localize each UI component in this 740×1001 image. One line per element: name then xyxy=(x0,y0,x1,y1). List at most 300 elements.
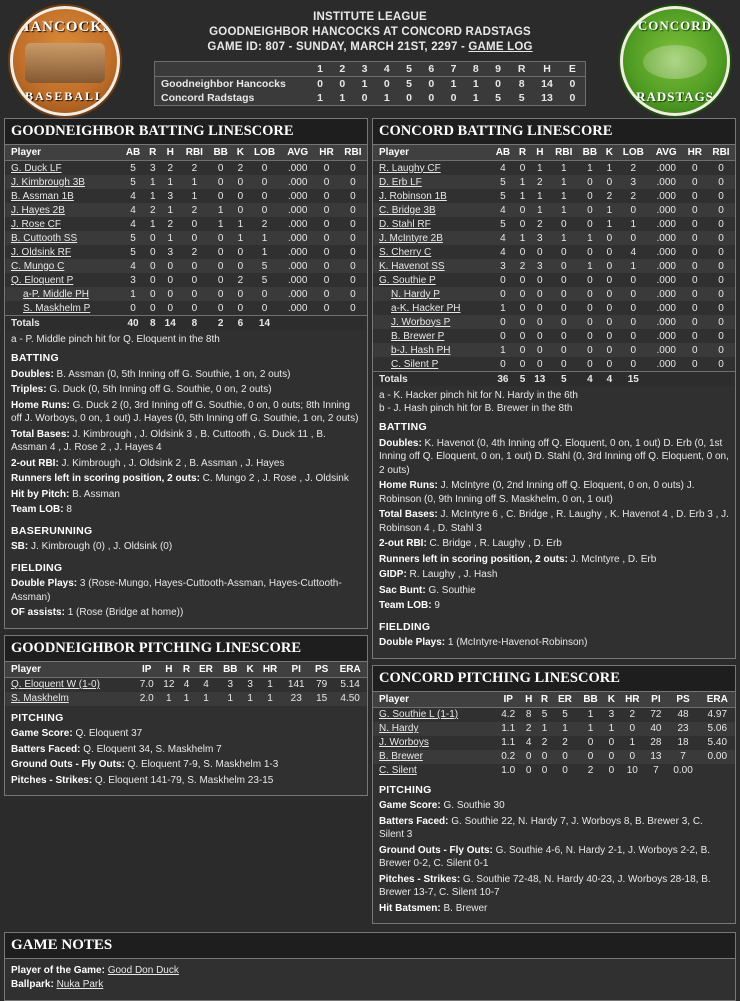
stat-cell: 1 xyxy=(217,218,224,230)
column-header: LOB xyxy=(248,145,281,161)
stat-cell: 1 xyxy=(208,203,232,217)
stat-cell: 0 xyxy=(323,162,330,174)
stat-cell: 0 xyxy=(707,315,735,329)
home-pitching-body xyxy=(373,692,735,924)
away-inning-1: 0 xyxy=(317,78,323,90)
stat-cell: 2 xyxy=(145,203,160,217)
game-notes-body xyxy=(5,959,735,1000)
column-header: RBI xyxy=(707,145,735,161)
stat-cell: 0 xyxy=(350,162,356,174)
errors-header: E xyxy=(560,62,585,77)
player-cell[interactable] xyxy=(5,259,121,273)
stat-cell: 1 xyxy=(630,218,637,230)
totals-cell: 8 xyxy=(180,316,208,331)
linescore-team-header xyxy=(155,62,309,77)
player-cell[interactable] xyxy=(373,231,491,245)
player-link[interactable]: N. Hardy xyxy=(379,723,419,734)
stat-cell: 0 xyxy=(541,765,548,776)
player-link[interactable]: B. Brewer xyxy=(379,751,423,762)
section-line-label: Game Score: xyxy=(11,728,73,739)
section-line-label: Team LOB: xyxy=(11,504,64,515)
stat-cell: 0 xyxy=(350,218,356,230)
player-link[interactable]: b-J. Hash PH xyxy=(391,344,451,356)
stat-cell: 0 xyxy=(149,246,156,258)
stat-cell: 0 xyxy=(160,287,180,301)
player-cell[interactable] xyxy=(373,315,491,329)
section-line-label: Runners left in scoring position, 2 outs: xyxy=(11,473,200,484)
player-cell[interactable] xyxy=(5,273,121,287)
player-link[interactable]: C. Silent P xyxy=(391,358,439,370)
section-line-label: Doubles: xyxy=(11,368,54,380)
table-row xyxy=(5,189,367,203)
player-link[interactable]: G. Southie L (1-1) xyxy=(379,709,459,720)
inning-header-3: 3 xyxy=(353,62,375,77)
stat-cell: 1 xyxy=(515,175,530,189)
player-link[interactable]: J. Hayes 2B xyxy=(11,204,65,216)
stat-cell: 2 xyxy=(167,218,174,230)
stat-cell: 0 xyxy=(323,274,330,286)
stat-cell: .000 xyxy=(650,259,683,273)
stat-cell: 0 xyxy=(560,274,567,286)
stat-cell: 2 xyxy=(167,162,174,174)
footnote: a - K. Hacker pinch hit for N. Hardy in the 6th xyxy=(379,390,578,401)
table-row xyxy=(5,231,367,245)
totals-cell: 15 xyxy=(617,372,650,387)
stat-cell: 0 xyxy=(587,246,593,258)
player-cell[interactable] xyxy=(373,750,496,764)
stat-cell: 1 xyxy=(550,203,578,217)
stat-cell: 0 xyxy=(208,259,232,273)
stat-cell: 1 xyxy=(491,343,515,357)
stat-cell: 2 xyxy=(521,722,537,736)
section-line: Ground Outs - Fly Outs: Q. Eloquent 7-9, S. Maskhelm 1-3 xyxy=(11,759,279,770)
player-cell[interactable] xyxy=(373,175,491,189)
stat-cell: 10 xyxy=(626,765,638,776)
stat-cell: 0 xyxy=(248,203,281,217)
column-header: H xyxy=(530,145,550,161)
stat-cell: 0 xyxy=(145,231,160,245)
table-row xyxy=(373,301,735,315)
section-line-label: Hit Batsmen: xyxy=(379,902,441,914)
column-header: R xyxy=(515,145,530,161)
stat-cell: 2 xyxy=(530,175,550,189)
home-pitching-title: CONCORD PITCHING LINESCORE xyxy=(373,666,735,692)
stat-cell: 48 xyxy=(677,709,689,720)
stat-cell: .000 xyxy=(281,287,314,301)
player-cell[interactable] xyxy=(373,301,491,315)
player-link[interactable]: C. Bridge 3B xyxy=(379,204,436,216)
player-cell[interactable] xyxy=(373,287,491,301)
home-inning-7: 0 xyxy=(450,92,457,104)
player-cell[interactable] xyxy=(373,736,496,750)
player-cell[interactable] xyxy=(5,677,135,692)
player-cell[interactable] xyxy=(5,287,121,301)
away-team-logo xyxy=(10,6,120,116)
stat-cell: 0 xyxy=(248,175,281,189)
player-cell[interactable] xyxy=(373,343,491,357)
player-cell[interactable] xyxy=(373,273,491,287)
away-errors: 0 xyxy=(569,78,576,90)
stat-cell: 0 xyxy=(617,287,650,301)
stat-cell: 0.00 xyxy=(700,750,735,764)
section-line-label: Pitches - Strikes: xyxy=(11,774,93,786)
player-link[interactable]: G. Southie P xyxy=(379,274,436,286)
stat-cell: .000 xyxy=(281,203,314,217)
game-log-link[interactable]: GAME LOG xyxy=(468,41,533,53)
player-link[interactable]: S. Maskhelm P xyxy=(23,302,91,314)
stat-cell: 0 xyxy=(562,765,568,776)
stat-cell: 13 xyxy=(645,750,666,764)
stat-cell: 0 xyxy=(500,358,506,370)
player-cell[interactable] xyxy=(373,357,491,372)
away-inning-4: 0 xyxy=(383,78,390,90)
player-cell[interactable] xyxy=(5,161,121,176)
stat-cell: 1 xyxy=(602,203,617,217)
stat-cell: 2 xyxy=(630,190,637,202)
stat-cell: 5 xyxy=(541,709,548,720)
stat-cell: 0 xyxy=(323,302,330,314)
stat-cell: 0 xyxy=(587,330,593,342)
stat-cell: 0 xyxy=(692,274,698,286)
player-link[interactable]: J. Worboys xyxy=(379,737,429,748)
stat-cell: 0 xyxy=(602,287,617,301)
stat-cell: 1 xyxy=(578,231,602,245)
stat-cell: 1 xyxy=(261,246,268,258)
stat-cell: 0 xyxy=(208,287,232,301)
section-line: Hit Batsmen: B. Brewer xyxy=(379,902,488,914)
stat-cell: .000 xyxy=(650,287,683,301)
section-line-label: Team LOB: xyxy=(379,600,432,611)
totals-cell xyxy=(339,316,367,331)
stat-cell: 1 xyxy=(218,692,243,706)
stat-cell: 0 xyxy=(578,343,602,357)
stat-cell: 0 xyxy=(314,203,338,217)
stat-cell: 8 xyxy=(525,709,532,720)
away-batting-panel xyxy=(4,118,368,629)
stat-cell: 72 xyxy=(650,709,662,720)
stat-cell: 28 xyxy=(650,737,662,748)
stat-cell: 0 xyxy=(491,287,515,301)
table-row xyxy=(373,329,735,343)
stat-cell: 0 xyxy=(261,302,268,314)
stat-cell: 0 xyxy=(560,302,567,314)
away-batting-section xyxy=(5,346,367,517)
spacer xyxy=(373,652,735,658)
section-line: Pitches - Strikes: G. Southie 72-48, N. Hardy 40-23, J. Worboys 28-18, B. Brewer 13-7, C. Silent 10-7 xyxy=(379,873,711,898)
home-batting-section xyxy=(373,415,735,613)
player-link[interactable]: C. Mungo C xyxy=(11,260,65,272)
player-cell[interactable] xyxy=(5,189,121,203)
player-link[interactable]: D. Stahl RF xyxy=(379,218,431,230)
home-fielding-section xyxy=(373,615,735,650)
player-cell[interactable] xyxy=(373,707,496,722)
totals-cell: 6 xyxy=(233,316,248,331)
stat-cell: 0 xyxy=(692,302,698,314)
totals-cell: 14 xyxy=(160,316,180,331)
section-line: Game Score: Q. Eloquent 37 xyxy=(11,728,143,739)
stat-cell: 0 xyxy=(604,750,620,764)
table-row xyxy=(5,175,367,189)
section-line-label: Sac Bunt: xyxy=(379,584,426,596)
column-header: PI xyxy=(645,692,666,708)
stat-cell: 4 xyxy=(130,190,136,202)
stat-cell: 0 xyxy=(718,246,724,258)
inning-header-8: 8 xyxy=(465,62,487,77)
player-link[interactable]: B. Cuttooth SS xyxy=(11,232,78,244)
away-batting-title: GOODNEIGHBOR BATTING LINESCORE xyxy=(5,119,367,145)
stat-cell: 3 xyxy=(608,709,615,720)
column-header: BB xyxy=(208,145,232,161)
game-note-label: Player of the Game: xyxy=(11,965,105,976)
stat-cell: 1 xyxy=(233,231,248,245)
stat-cell: 0 xyxy=(191,302,198,314)
player-link[interactable]: a-P. Middle PH xyxy=(23,288,89,300)
player-link[interactable]: B. Assman 1B xyxy=(11,190,74,202)
column-header: HR xyxy=(619,692,645,708)
section-line: Batters Faced: Q. Eloquent 34, S. Maskhelm 7 xyxy=(11,743,222,755)
stat-cell: 0 xyxy=(237,190,244,202)
section-line: 2-out RBI: C. Bridge , R. Laughy , D. Erb xyxy=(379,538,562,549)
section-line-label: Game Score: xyxy=(379,800,441,811)
stat-cell: 5 xyxy=(121,175,145,189)
column-header: Player xyxy=(5,145,121,161)
stat-cell: 0 xyxy=(149,302,156,314)
home-batting-body xyxy=(373,145,735,658)
home-inning-8: 1 xyxy=(472,92,479,104)
hits-header: H xyxy=(534,62,559,77)
section-line: OF assists: 1 (Rose (Bridge at home)) xyxy=(11,607,184,618)
stat-cell: 1 xyxy=(604,722,620,736)
player-cell[interactable] xyxy=(373,203,491,217)
section-line: Game Score: G. Southie 30 xyxy=(379,800,505,811)
player-link[interactable]: J. Oldsink RF xyxy=(11,246,72,258)
stat-cell: 0 xyxy=(587,302,593,314)
away-inning-2: 0 xyxy=(339,78,346,90)
column-header: RBI xyxy=(180,145,208,161)
stat-cell: 0 xyxy=(707,175,735,189)
player-link[interactable]: a-K. Hacker PH xyxy=(391,302,461,314)
stat-cell: 0 xyxy=(617,203,650,217)
stat-cell: 0 xyxy=(602,343,617,357)
player-cell[interactable] xyxy=(373,189,491,203)
column-header: RBI xyxy=(339,145,367,161)
stat-cell: 23 xyxy=(282,692,310,706)
stat-cell: 0 xyxy=(537,330,543,342)
stat-cell: 0 xyxy=(261,190,268,202)
stat-cell: 141 xyxy=(287,679,305,690)
table-row xyxy=(373,203,735,217)
stat-cell: 3 xyxy=(530,231,550,245)
stat-cell: 1 xyxy=(560,162,567,174)
stat-cell: 1 xyxy=(530,203,550,217)
stat-cell: 0 xyxy=(180,231,208,245)
home-team-logo xyxy=(620,6,730,116)
player-link[interactable]: G. Duck LF xyxy=(11,162,62,174)
stat-cell: 0 xyxy=(617,231,650,245)
stat-cell: 0 xyxy=(537,274,543,286)
totals-cell: 4 xyxy=(602,372,617,387)
player-link[interactable]: S. Cherry C xyxy=(379,246,432,258)
column-header: IP xyxy=(135,662,159,678)
inning-header-2: 2 xyxy=(331,62,353,77)
player-link[interactable]: S. Maskhelm xyxy=(11,693,69,704)
stat-cell: 0 xyxy=(718,190,724,202)
stat-cell: 2 xyxy=(562,737,568,748)
stat-cell: 0 xyxy=(525,765,532,776)
stat-cell: 1 xyxy=(258,692,283,706)
stat-cell: 0 xyxy=(617,343,650,357)
stat-cell: 3 xyxy=(167,190,174,202)
stat-cell: 23 xyxy=(667,722,700,736)
player-cell[interactable] xyxy=(5,245,121,259)
stat-cell: 3 xyxy=(617,175,650,189)
section-line: Team LOB: 8 xyxy=(11,504,72,515)
stat-cell: 0 xyxy=(521,750,537,764)
player-cell[interactable] xyxy=(373,329,491,343)
player-cell[interactable] xyxy=(5,692,135,706)
player-link[interactable]: R. Laughy CF xyxy=(379,162,441,174)
player-cell[interactable] xyxy=(5,203,121,217)
stat-cell: 0 xyxy=(519,162,526,174)
away-logo-bottom-text: BASEBALL xyxy=(24,89,106,103)
column-header: H xyxy=(160,145,180,161)
column-header: K xyxy=(233,145,248,161)
player-link[interactable]: J. Rose CF xyxy=(11,218,62,230)
table-row xyxy=(373,315,735,329)
stat-cell: 0 xyxy=(314,287,338,301)
section-line: Home Runs: J. McIntyre (0, 2nd Inning off Q. Eloquent, 0 on, 0 outs) J. Robinson (0, 9th Inning off S. Maskhelm, 0 on, 1 out) xyxy=(379,480,695,505)
section-line: Home Runs: G. Duck 2 (0, 3rd Inning off G. Southie, 0 on, 0 outs; 8th Inning off J. Worboys, 0 on, 1 out) J. Hayes (0, 5th Inning off G. Southie, 1 on, 2 outs) xyxy=(11,399,359,424)
stat-cell: 0 xyxy=(519,218,526,230)
home-batting-table xyxy=(373,145,735,386)
player-cell[interactable] xyxy=(373,161,491,176)
footnote: a - P. Middle pinch hit for Q. Eloquent in the 8th xyxy=(11,334,220,345)
player-link[interactable]: J. Worboys P xyxy=(391,316,451,328)
footnote: b - J. Hash pinch hit for B. Brewer in the 8th xyxy=(379,403,573,414)
column-header: R xyxy=(537,692,553,708)
stat-cell: 0 xyxy=(718,302,724,314)
player-link[interactable]: Q. Eloquent W (1-0) xyxy=(11,679,100,690)
stat-cell: 0 xyxy=(208,175,232,189)
linescore-row-away xyxy=(155,77,585,92)
stat-cell: 1 xyxy=(550,175,578,189)
stat-cell: 0 xyxy=(237,302,244,314)
stat-cell: 1 xyxy=(629,737,636,748)
section-heading: FIELDING xyxy=(11,561,63,574)
stat-cell: 0 xyxy=(602,231,617,245)
player-cell[interactable] xyxy=(5,301,121,316)
home-runs: 5 xyxy=(518,92,525,104)
player-link[interactable]: C. Silent xyxy=(379,765,417,776)
player-cell[interactable] xyxy=(373,764,496,778)
stat-cell: 0 xyxy=(587,274,593,286)
table-row xyxy=(5,301,367,316)
player-cell[interactable] xyxy=(373,722,496,736)
away-pitching-section xyxy=(5,706,367,788)
player-cell[interactable] xyxy=(373,217,491,231)
away-batting-table xyxy=(5,145,367,330)
game-note-link[interactable]: Good Don Duck xyxy=(107,965,179,976)
table-row xyxy=(5,245,367,259)
column-header: H xyxy=(159,662,179,678)
column-header: PS xyxy=(667,692,700,708)
player-cell[interactable] xyxy=(373,245,491,259)
stat-cell: 0 xyxy=(683,203,707,217)
stat-cell: 5 xyxy=(261,274,268,286)
stat-cell: 0 xyxy=(233,175,248,189)
player-link[interactable]: D. Erb LF xyxy=(379,176,422,188)
section-heading: PITCHING xyxy=(11,711,64,724)
away-pitching-body xyxy=(5,662,367,796)
player-link[interactable]: Q. Eloquent P xyxy=(11,274,74,286)
player-link[interactable]: N. Hardy P xyxy=(391,288,440,300)
stat-cell: 0 xyxy=(718,358,724,370)
player-link[interactable]: K. Havenot SS xyxy=(379,260,445,272)
column-header: ERA xyxy=(333,662,367,678)
home-batting-panel xyxy=(372,118,736,659)
player-cell[interactable] xyxy=(5,231,121,245)
game-note-link[interactable]: Nuka Park xyxy=(56,979,104,990)
stat-cell: 3 xyxy=(149,162,156,174)
section-line-label: Doubles: xyxy=(379,437,422,449)
stat-cell: 2 xyxy=(629,709,636,720)
section-line: Total Bases: J. Kimbrough , J. Oldsink 3 , B. Cuttooth , G. Duck 11 , B. Assman 4 , J. Rose 2 , J. Hayes 4 xyxy=(11,428,326,453)
player-link[interactable]: J. McIntyre 2B xyxy=(379,232,443,244)
stat-cell: 3 xyxy=(247,679,253,690)
player-link[interactable]: J. Kimbrough 3B xyxy=(11,176,85,188)
stat-cell: .000 xyxy=(287,246,308,258)
column-header: LOB xyxy=(617,145,650,161)
stat-cell: 1 xyxy=(145,175,160,189)
column-header: AVG xyxy=(281,145,314,161)
stat-cell: 1 xyxy=(160,231,180,245)
stat-cell: 1 xyxy=(515,231,530,245)
table-row xyxy=(5,677,367,692)
linescore-team-name: Goodneighbor Hancocks xyxy=(161,78,286,90)
stat-cell: 0 xyxy=(683,259,707,273)
totals-cell: 5 xyxy=(515,372,530,387)
table-row xyxy=(373,189,735,203)
stat-cell: 0 xyxy=(683,315,707,329)
stat-cell: 7 xyxy=(667,750,700,764)
stat-cell: 0 xyxy=(145,287,160,301)
player-cell[interactable] xyxy=(373,259,491,273)
column-header: K xyxy=(602,145,617,161)
column-header: AB xyxy=(121,145,145,161)
home-pitching-panel xyxy=(372,665,736,925)
stat-cell: 2 xyxy=(630,162,637,174)
stat-cell: 0 xyxy=(550,287,578,301)
stat-cell: 0 xyxy=(350,274,356,286)
player-link[interactable]: J. Robinson 1B xyxy=(379,190,447,202)
stat-cell: 3 xyxy=(530,259,550,273)
stat-cell: .000 xyxy=(650,175,683,189)
stat-cell: 0 xyxy=(718,218,724,230)
stat-cell: 2 xyxy=(587,765,594,776)
inning-header-6: 6 xyxy=(420,62,442,77)
table-row xyxy=(373,722,735,736)
stat-cell: 1 xyxy=(519,190,526,202)
stat-cell: 1 xyxy=(243,692,258,706)
stat-cell: 1 xyxy=(160,175,180,189)
home-batting-footnotes xyxy=(373,386,735,415)
section-line: SB: J. Kimbrough (0) , J. Oldsink (0) xyxy=(11,541,173,552)
player-cell[interactable] xyxy=(5,217,121,231)
stat-cell: .000 xyxy=(287,218,308,230)
stat-cell: 0 xyxy=(683,175,707,189)
player-link[interactable]: B. Brewer P xyxy=(391,330,445,342)
player-cell[interactable] xyxy=(5,175,121,189)
